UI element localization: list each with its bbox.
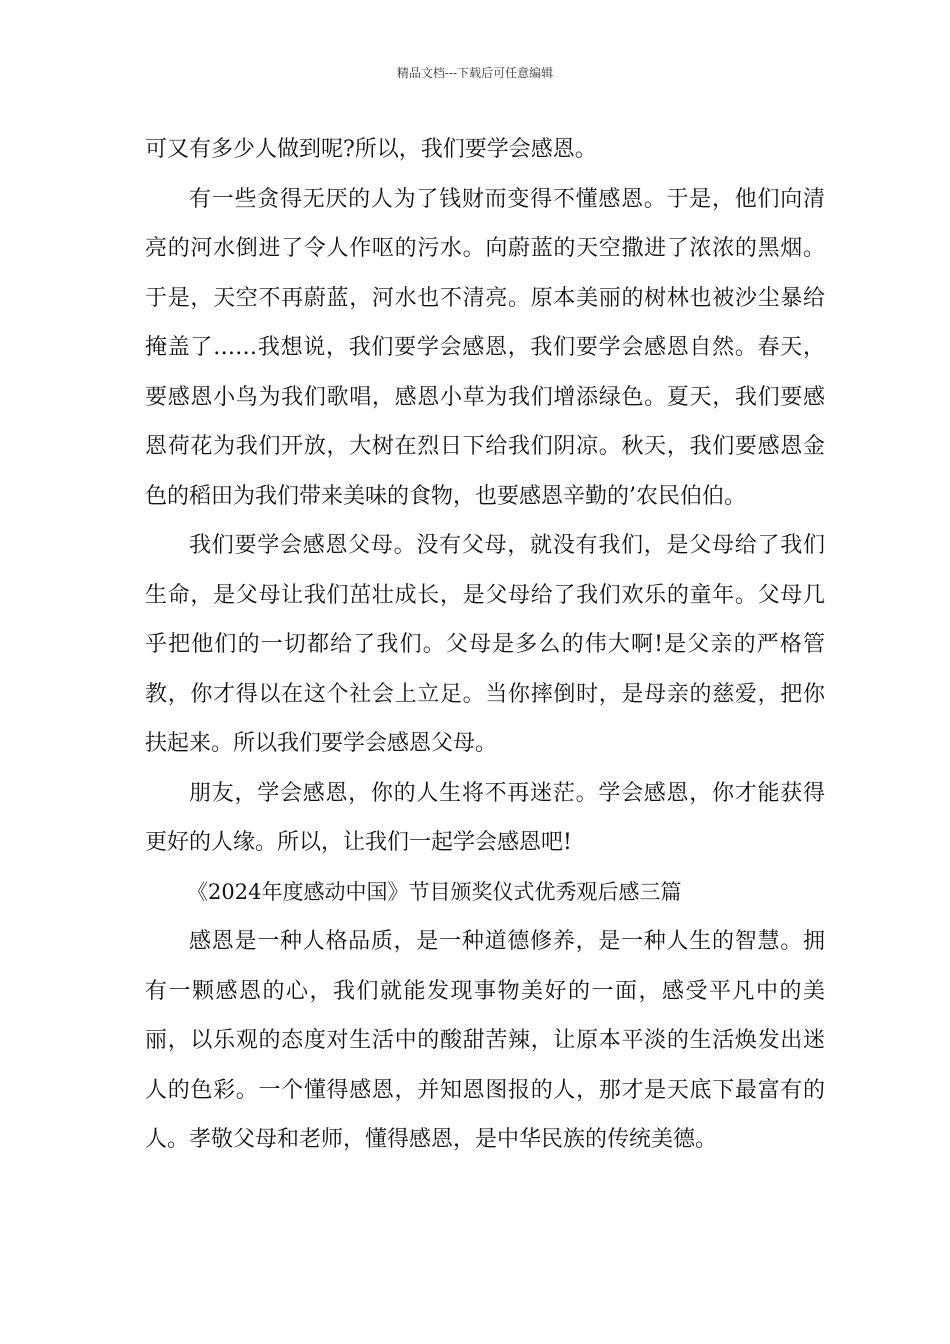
paragraph-gratitude-quality: 感恩是一种人格品质，是一种道德修养，是一种人生的智慧。拥有一颗感恩的心，我们就能发现事物美好的一面，感受平凡中的美丽，以乐观的态度对生活中的酸甜苦辣，让原本平淡的生活焕发出迷人的色彩。一个懂得感恩，并知恩图报的人，那才是天底下最富有的人。孝敬父母和老师，懂得感恩，是中华民族的传统美德。: [145, 929, 825, 1152]
section-title: 《2024年度感动中国》节目颁奖仪式优秀观后感三篇: [187, 879, 682, 904]
paragraph-gratitude-friends: 朋友，学会感恩，你的人生将不再迷茫。学会感恩，你才能获得更好的人缘。所以，让我们一起学会感恩吧!: [145, 780, 825, 855]
paragraph-gratitude-parents: 我们要学会感恩父母。没有父母，就没有我们，是父母给了我们生命，是父母让我们茁壮成长，是父母给了我们欢乐的童年。父母几乎把他们的一切都给了我们。父母是多么的伟大啊!是父亲的严格管教，你才得以在这个社会上立足。当你摔倒时，是母亲的慈爱，把你扶起来。所以我们要学会感恩父母。: [145, 533, 825, 756]
paragraph-continuation: 可又有多少人做到呢?所以，我们要学会感恩。: [145, 137, 597, 162]
document-body: [145, 125, 825, 1165]
paragraph-gratitude-nature: 有一些贪得无厌的人为了钱财而变得不懂感恩。于是，他们向清亮的河水倒进了令人作呕的污水。向蔚蓝的天空撒进了浓浓的黑烟。于是，天空不再蔚蓝，河水也不清亮。原本美丽的树林也被沙尘暴给掩盖了……我想说，我们要学会感恩，我们要学会感恩自然。春天，要感恩小鸟为我们歌唱，感恩小草为我们增添绿色。夏天，我们要感恩荷花为我们开放，大树在烈日下给我们阴凉。秋天，我们要感恩金色的稻田为我们带来美味的食物，也要感恩辛勤的’农民伯伯。: [145, 186, 825, 509]
page-header: 精品文档---下载后可任意编辑: [396, 66, 554, 80]
